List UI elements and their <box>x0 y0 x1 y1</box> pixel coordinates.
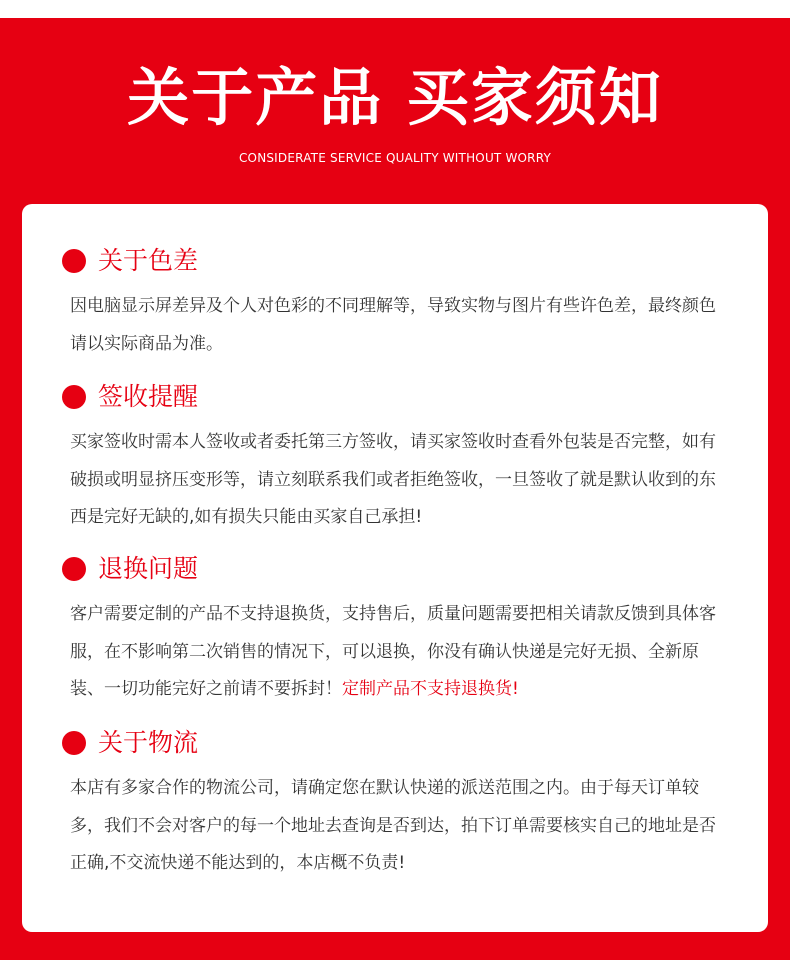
section-body-text: 客户需要定制的产品不支持退换货，支持售后，质量问题需要把相关请款反馈到具体客服，在不影响第二次销售的情况下，可以退换，你没有确认快递是完好无损、全新原装、一切功能完好之前请不要拆封！ <box>70 604 716 699</box>
section-header <box>22 380 768 414</box>
bullet-dot-icon <box>62 249 86 273</box>
page-subtitle: CONSIDERATE SERVICE QUALITY WITHOUT WORRY <box>238 151 552 165</box>
section-body: 因电脑显示屏差异及个人对色彩的不同理解等，导致实物与图片有些许色差，最终颜色请以实际商品为准。 <box>70 296 716 354</box>
section-title: 签收提醒 <box>98 382 199 411</box>
page-title: 关于产品 买家须知 <box>127 61 663 134</box>
bullet-dot-icon <box>62 557 86 581</box>
section-title: 退换问题 <box>98 554 199 583</box>
section-body: 买家签收时需本人签收或者委托第三方签收，请买家签收时查看外包装是否完整，如有破损或明显挤压变形等，请立刻联系我们或者拒绝签收，一旦签收了就是默认收到的东西是完好无缺的,如有损失只能由买家自己承担! <box>70 432 716 527</box>
section-receipt-reminder <box>22 380 768 527</box>
section-highlight-text: 定制产品不支持退换货! <box>342 679 519 699</box>
section-title: 关于色差 <box>98 246 199 275</box>
section-header <box>22 552 768 586</box>
bullet-dot-icon <box>62 385 86 409</box>
section-returns <box>22 552 768 699</box>
section-header <box>22 244 768 278</box>
section-body <box>70 596 730 709</box>
section-title: 关于物流 <box>98 728 199 757</box>
section-logistics <box>22 726 768 873</box>
section-color-difference <box>22 244 768 354</box>
notice-card <box>22 204 768 932</box>
bullet-dot-icon <box>62 731 86 755</box>
section-header <box>22 726 768 760</box>
section-body: 本店有多家合作的物流公司，请确定您在默认快递的派送范围之内。由于每天订单较多，我们不会对客户的每一个地址去查询是否到达，拍下订单需要核实自己的地址是否正确,不交流快递不能达到的，本店概不负责! <box>70 778 716 873</box>
red-background <box>0 18 790 960</box>
